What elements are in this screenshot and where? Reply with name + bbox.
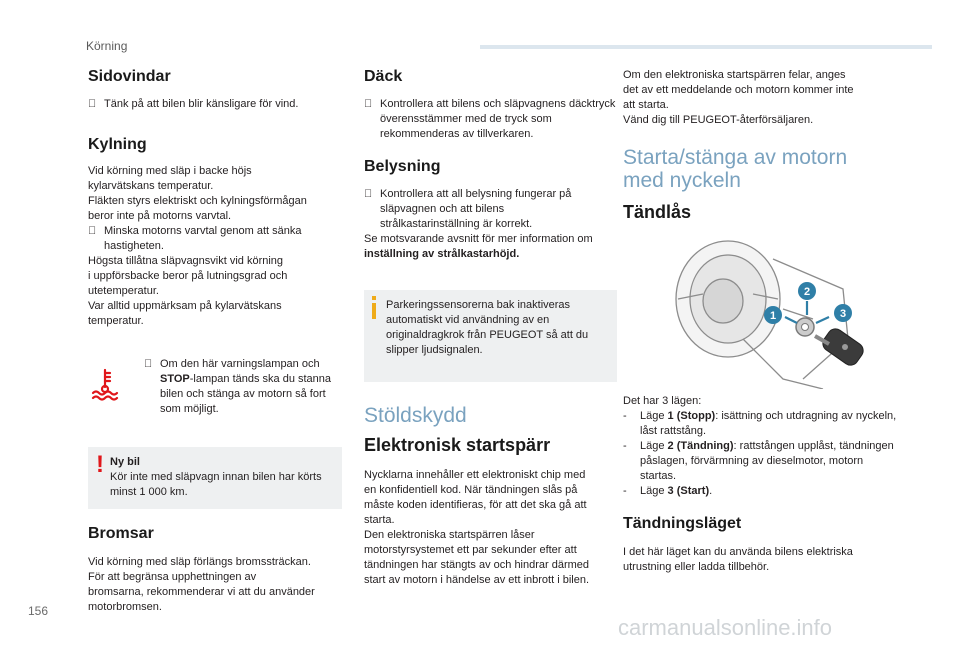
startparr-line: tändningen har stängts av och hindrar därmed — [364, 559, 590, 571]
belysning-line: Se motsvarande avsnitt för mer information om — [364, 233, 593, 245]
belysning-link: inställning av strålkastarhöjd. — [364, 248, 520, 260]
bromsar-line: För att begränsa upphettningen av — [88, 571, 257, 583]
fault-line: att starta. — [623, 99, 669, 111]
coolant-temperature-warning-icon — [90, 367, 120, 401]
position-2-item: - Läge 2 (Tändning): rattstången upplåst, tändningen påslagen, förvärmning av dieselmotor, motorn startas. — [623, 440, 894, 482]
belysning-bullet: Kontrollera att all belysning fungerar på släpvagnen och att bilens strålkastarinställning är korrekt. — [364, 187, 590, 232]
fault-line: Vänd dig till PEUGEOT-återförsäljaren. — [623, 114, 814, 126]
kylning-line: Fläkten styrs elektriskt och kylningsförmågan — [88, 195, 307, 207]
kylning-line: Högsta tillåtna släpvagnsvikt vid körning — [88, 255, 284, 267]
callout-1: 1 — [769, 310, 777, 322]
kylning-text — [88, 164, 342, 329]
bromsar-line: Vid körning med släp förlängs bromssträckan. — [88, 556, 311, 568]
tandningslaget-text — [623, 545, 893, 575]
position-3-item: - Läge 3 (Start). — [623, 485, 713, 497]
kylning-bullet: Minska motorns varvtal genom att sänka hastigheten. — [88, 224, 339, 254]
kylning-line: i uppförsbacke beror på lutningsgrad och — [88, 270, 288, 282]
heading-starta-line1: Starta/stänga av motorn — [623, 146, 848, 169]
info-icon — [372, 296, 376, 320]
kylning-line: Vid körning med släp i backe höjs — [88, 165, 252, 177]
startparr-line: en konfidentiell kod. När tändningen slås på — [364, 484, 578, 496]
heading-belysning: Belysning — [364, 158, 441, 175]
sidovindar-bullet: Tänk på att bilen blir känsligare för vind. — [88, 97, 342, 112]
bullet-square-icon — [88, 97, 104, 112]
heading-stoldskydd: Stöldskydd — [364, 404, 467, 427]
tandningslaget-line: utrustning eller ladda tillbehör. — [623, 561, 770, 573]
parking-sensor-info — [364, 290, 617, 382]
heading-tandningslaget: Tändningsläget — [623, 515, 742, 532]
startparr-line: Nycklarna innehåller ett elektroniskt chip med — [364, 469, 586, 481]
warning-exclamation-icon: ! — [96, 451, 104, 478]
heading-sidovindar: Sidovindar — [88, 68, 171, 85]
bromsar-text — [88, 555, 342, 615]
page-number: 156 — [28, 604, 49, 618]
startparr-fault-text — [623, 68, 893, 128]
bromsar-line: bromsarna, rekommenderar vi att du använder — [88, 586, 315, 598]
startparr-line: motorstyrsystemet ett par sekunder efter att — [364, 544, 577, 556]
bullet-square-icon — [88, 224, 104, 239]
startparr-line: start av motorn i händelse av ett inbrott i bilen. — [364, 574, 590, 586]
heading-bromsar: Bromsar — [88, 525, 154, 542]
new-car-notice — [88, 447, 342, 509]
bromsar-line: motorbromsen. — [88, 601, 162, 613]
ignition-switch-illustration — [673, 239, 893, 389]
tandningslaget-line: I det här läget kan du använda bilens elektriska — [623, 546, 853, 558]
fault-line: Om den elektroniska startspärren felar, anges — [623, 69, 846, 81]
new-car-text: Kör inte med släpvagn innan bilen har körts minst 1 000 km. — [110, 471, 322, 498]
heading-tandlas: Tändlås — [623, 202, 692, 222]
kylning-line: temperatur. — [88, 315, 144, 327]
startparr-line: måste koden identifieras, för att det ska gå att — [364, 499, 587, 511]
kylning-line: utetemperatur. — [88, 285, 159, 297]
column-3 — [623, 60, 897, 575]
bullet-square-icon — [364, 97, 380, 112]
kylning-line: beror inte på motorns varvtal. — [88, 210, 232, 222]
parking-sensor-text: Parkeringssensorerna bak inaktiveras automatiskt vid användning av en originaldragkrok från PEUGEOT så att du slipper ljudsignalen. — [386, 299, 589, 356]
positions-intro: Det har 3 lägen: — [623, 395, 702, 407]
fault-line: det av ett meddelande och motorn kommer inte — [623, 84, 854, 96]
startparr-line: Den elektroniska startspärren låser — [364, 529, 535, 541]
dack-bullet: Kontrollera att bilens och släpvagnens däcktryck överensstämmer med de tryck som rekommenderas av tillverkaren. — [364, 97, 616, 142]
heading-starta-line2: med nyckeln — [623, 169, 741, 192]
column-1 — [88, 60, 342, 615]
running-head: Körning — [86, 39, 128, 53]
callout-2: 2 — [803, 286, 811, 298]
kylning-line: Var alltid uppmärksam på kylarvätskans — [88, 300, 282, 312]
position-1-item: - Läge 1 (Stopp): isättning och utdragning av nyckeln, låst rattstång. — [623, 410, 897, 437]
header-bar — [480, 45, 932, 49]
bullet-square-icon — [364, 187, 380, 202]
coolant-warning-block — [88, 357, 342, 435]
callout-3: 3 — [839, 308, 847, 320]
bullet-square-icon — [144, 357, 160, 372]
new-car-title: Ny bil — [110, 456, 140, 468]
heading-kylning: Kylning — [88, 136, 147, 153]
heading-startparr: Elektronisk startspärr — [364, 435, 551, 455]
startparr-line: starta. — [364, 514, 395, 526]
kylning-line: kylarvätskans temperatur. — [88, 180, 214, 192]
watermark: carmanualsonline.info — [618, 615, 833, 640]
column-2 — [364, 60, 617, 588]
heading-dack: Däck — [364, 68, 403, 85]
startparr-text — [364, 468, 617, 588]
coolant-warning-text: Om den här varningslampan och STOP-lampan tänds ska du stanna bilen och stänga av motorn så fort som möjligt. — [144, 357, 340, 417]
